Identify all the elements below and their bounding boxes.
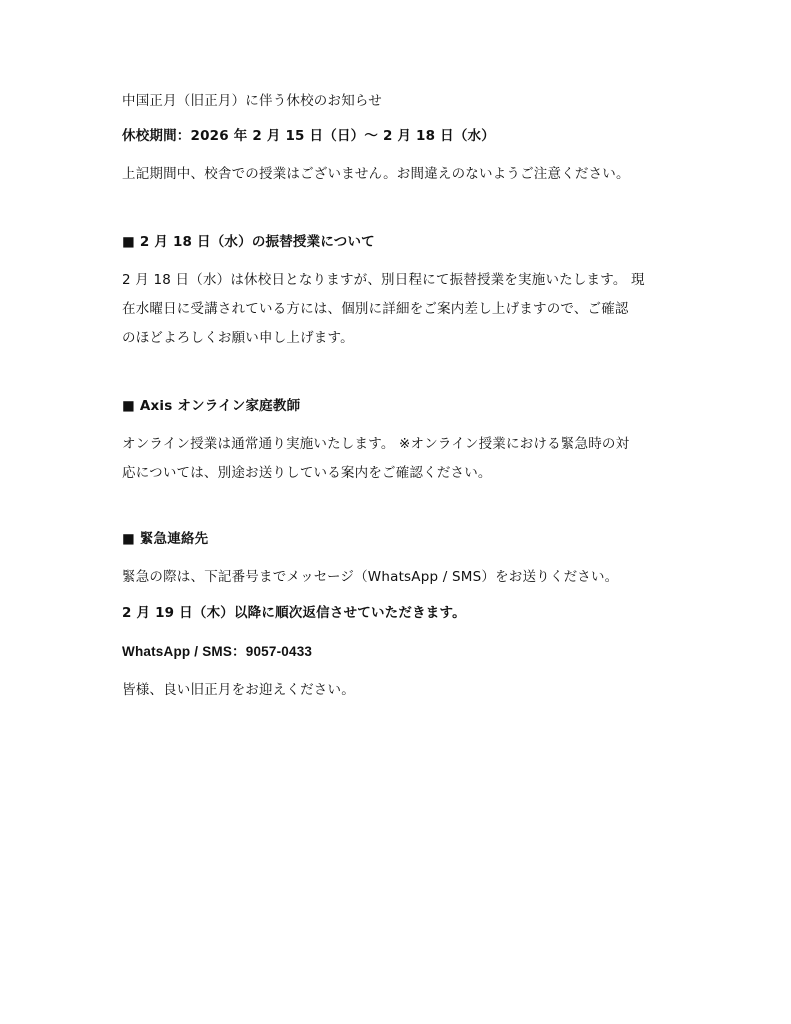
contact-number: WhatsApp / SMS：9057-0433 bbox=[122, 644, 313, 659]
makeup-class-heading: ■ 2 月 18 日（水）の振替授業について bbox=[122, 234, 375, 250]
makeup-class-text-line-2: 在水曜日に受講されている方には、個別に詳細をご案内差し上げますので、ご確認 bbox=[122, 301, 629, 317]
closure-period-note: 上記期間中、校舎での授業はございません。お間違えのないようご注意ください。 bbox=[122, 166, 630, 182]
closing-message: 皆様、良い旧正月をお迎えください。 bbox=[122, 682, 355, 698]
notice-title: 中国正月（旧正月）に伴う休校のお知らせ bbox=[122, 93, 382, 109]
online-tutor-heading: ■ Axis オンライン家庭教師 bbox=[122, 398, 301, 414]
online-tutor-text-line-1: オンライン授業は通常通り実施いたします。 ※オンライン授業における緊急時の対 bbox=[122, 436, 630, 452]
closure-period: 休校期間：2026 年 2 月 15 日（日）〜 2 月 18 日（水） bbox=[122, 128, 495, 144]
emergency-contact-heading: ■ 緊急連絡先 bbox=[122, 531, 209, 547]
makeup-class-text-line-3: のほどよろしくお願い申し上げます。 bbox=[122, 330, 354, 346]
online-tutor-text-line-2: 応については、別途お送りしている案内をご確認ください。 bbox=[122, 465, 492, 481]
reply-schedule-note: 2 月 19 日（木）以降に順次返信させていただきます。 bbox=[122, 605, 466, 621]
emergency-contact-instruction: 緊急の際は、下記番号までメッセージ（WhatsApp / SMS）をお送りください。 bbox=[122, 569, 619, 585]
makeup-class-text-line-1: 2 月 18 日（水）は休校日となりますが、別日程にて振替授業を実施いたします。 現 bbox=[122, 272, 645, 288]
